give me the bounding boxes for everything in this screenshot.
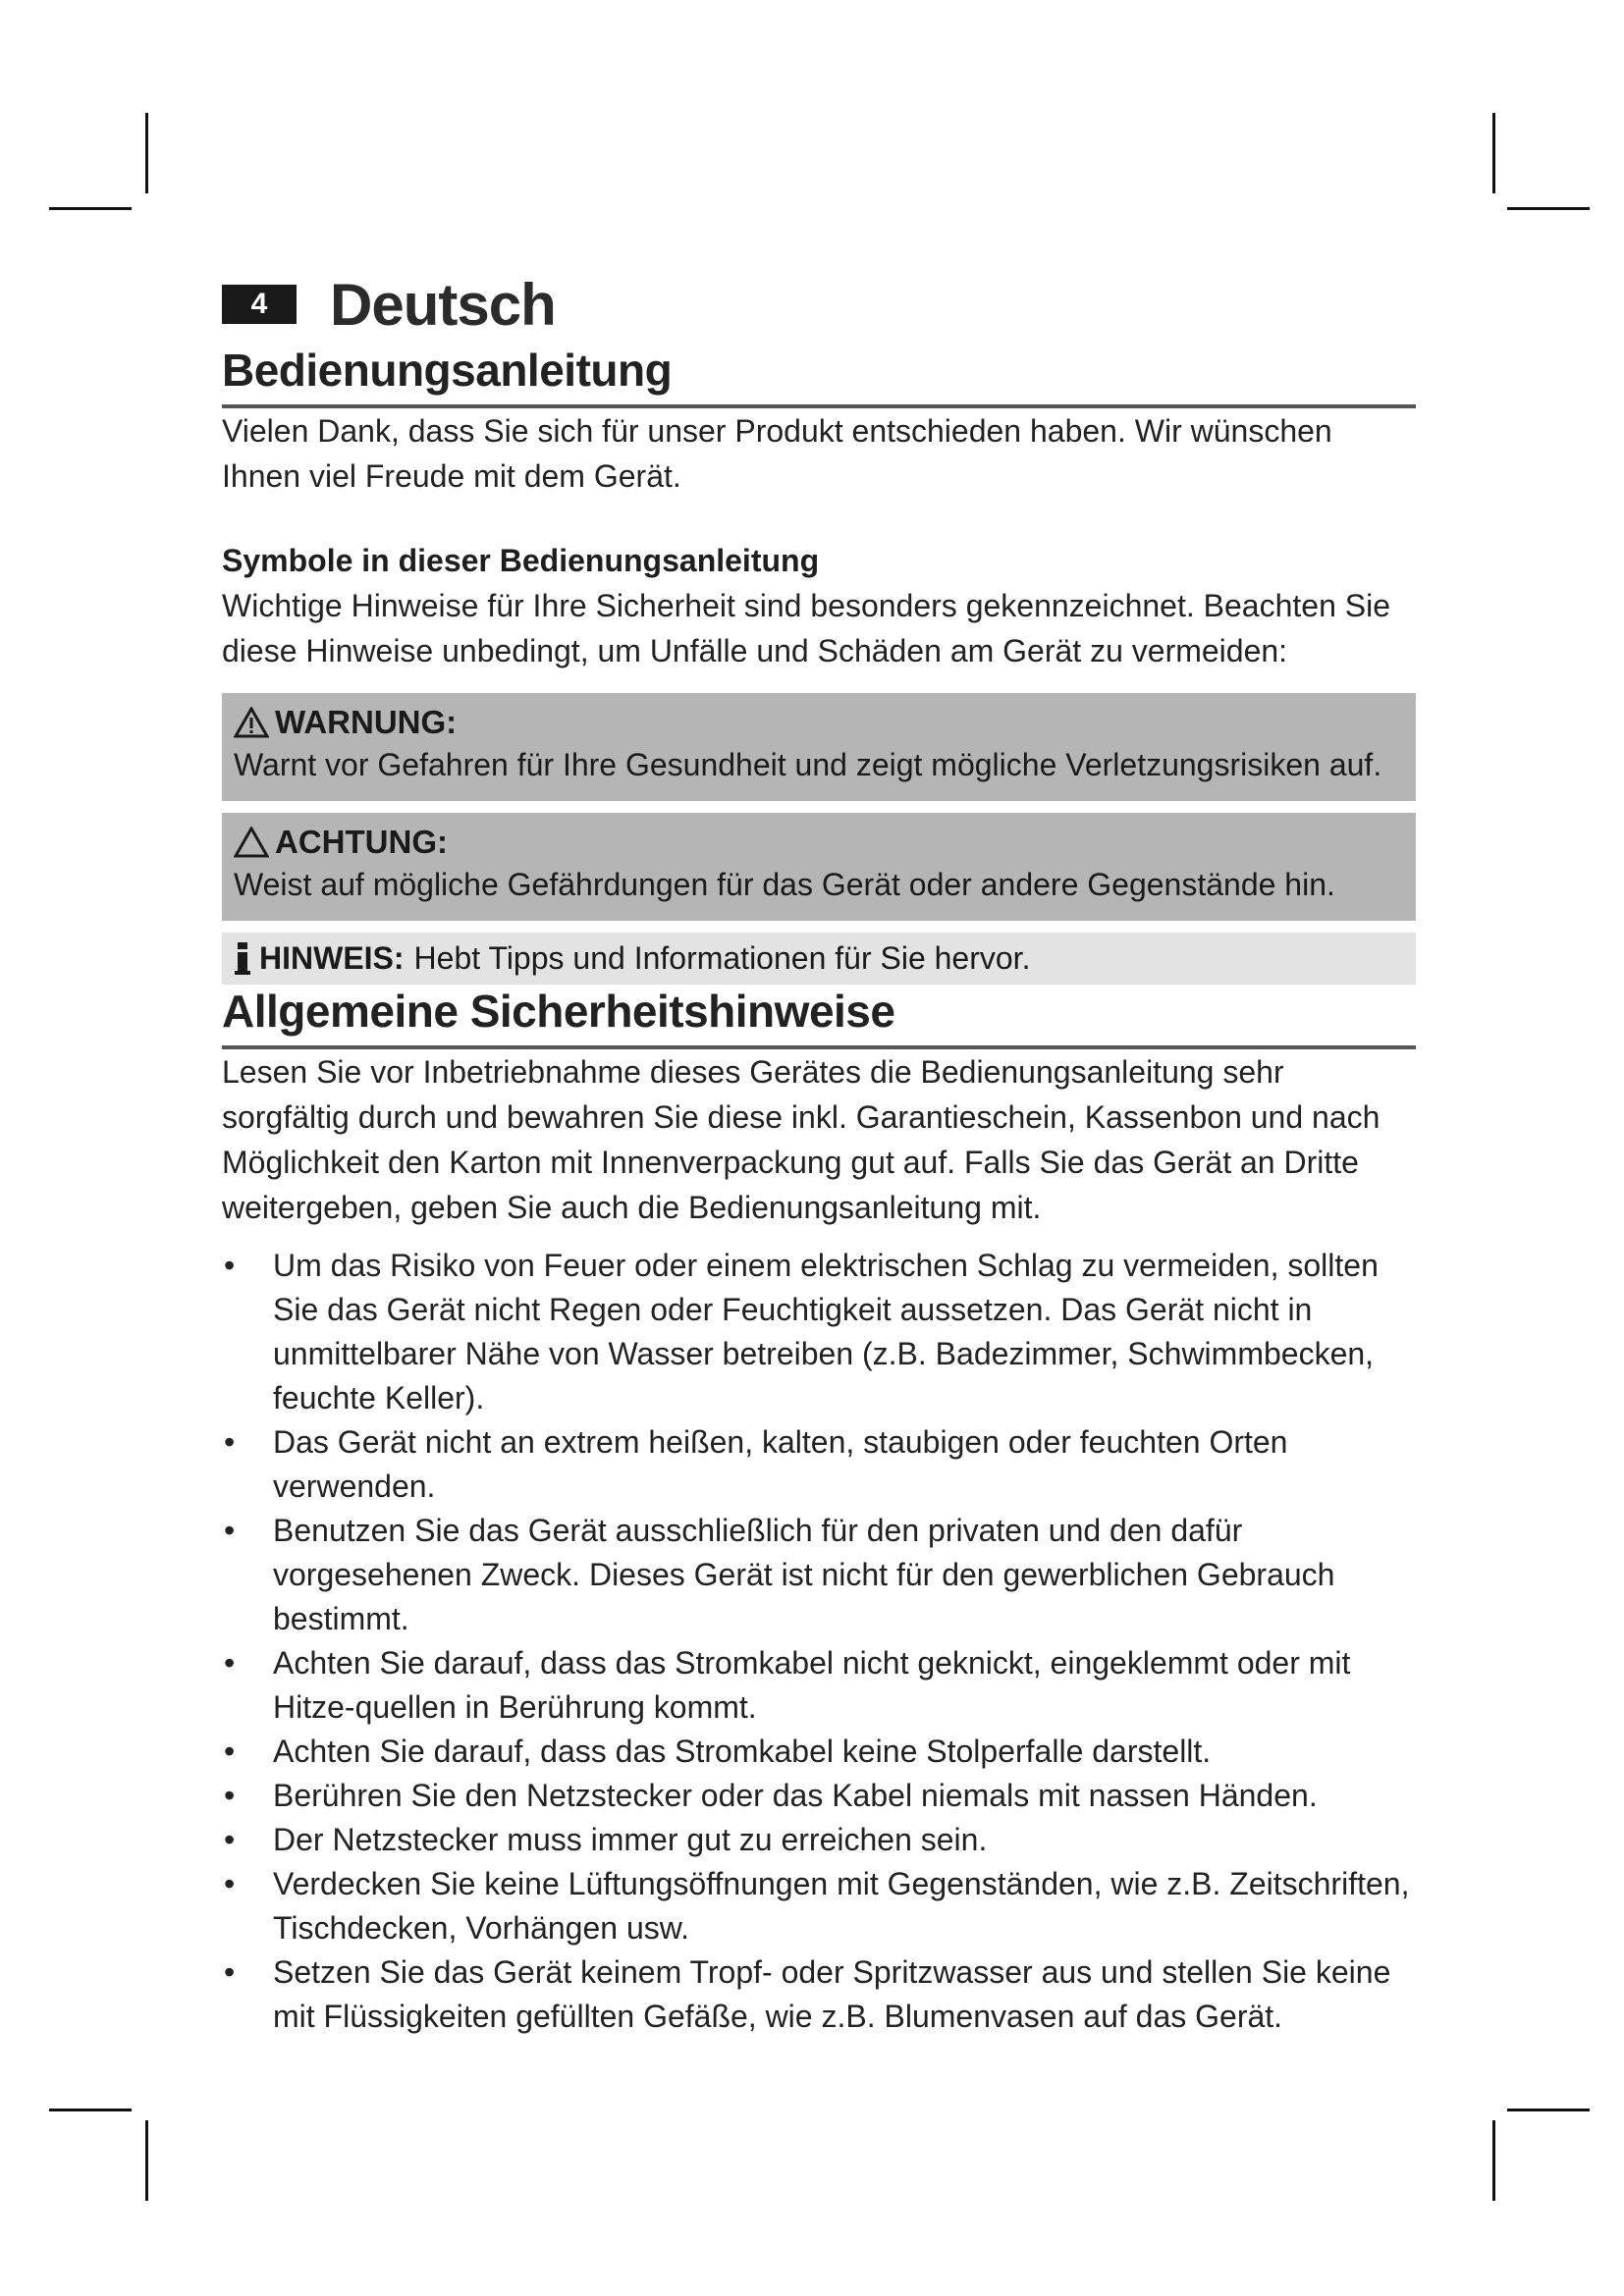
crop-mark-bottom-right-horizontal [1507,2109,1590,2111]
page-number: 4 [222,285,297,324]
crop-mark-top-right-horizontal [1507,207,1590,210]
warning-label: WARNUNG: [275,704,458,740]
page-content [222,265,1416,2039]
crop-mark-bottom-right-vertical [1492,2120,1495,2201]
list-item: • Berühren Sie den Netzstecker oder das Kabel niemals mit nassen Händen. [222,1774,1416,1818]
section-title-manual: Bedienungsanleitung [222,344,1416,408]
crop-mark-top-left-vertical [145,113,148,193]
caution-triangle-icon [234,827,269,858]
crop-mark-bottom-left-horizontal [49,2109,132,2111]
list-item: • Verdecken Sie keine Lüftungsöffnungen mit Gegenständen, wie z.B. Zeitschriften, Tischdecken, Vorhängen usw. [222,1862,1416,1950]
safety-intro-paragraph: Lesen Sie vor Inbetriebnahme dieses Gerätes die Bedienungsanleitung sehr sorgfältig durch und bewahren Sie diese inkl. Garantieschein, Kassenbon und nach Möglichkeit den Karton mit Innenverpackung gut auf. Falls Sie das Gerät an Dritte weitergeben, geben Sie auch die Bedienungsanleitung mit. [222,1054,1380,1225]
warning-triangle-icon [234,707,269,738]
section-title-safety: Allgemeine Sicherheitshinweise [222,985,1416,1049]
crop-mark-top-left-horizontal [49,207,132,210]
crop-mark-top-right-vertical [1492,113,1495,193]
safety-bullet-list [222,1244,1416,2039]
language-title: Deutsch [330,271,556,338]
info-icon [234,941,251,977]
list-item: • Setzen Sie das Gerät keinem Tropf- oder Spritzwasser aus und stellen Sie keine mit Flüssigkeiten gefüllten Gefäße, wie z.B. Blumenvasen auf das Gerät. [222,1950,1416,2039]
warning-box [222,693,1416,801]
list-item: • Benutzen Sie das Gerät ausschließlich für den privaten und den dafür vorgesehenen Zweck. Dieses Gerät ist nicht für den gewerblichen Gebrauch bestimmt. [222,1509,1416,1641]
hint-text: Hebt Tipps und Informationen für Sie hervor. [413,940,1031,976]
list-item: • Um das Risiko von Feuer oder einem elektrischen Schlag zu vermeiden, sollten Sie das Gerät nicht Regen oder Feuchtigkeit aussetzen. Das Gerät nicht in unmittelbarer Nähe von Wasser betreiben (z.B. Badezimmer, Schwimmbecken, feuchte Keller). [222,1244,1416,1420]
list-item: • Der Netzstecker muss immer gut zu erreichen sein. [222,1818,1416,1862]
caution-label: ACHTUNG: [275,824,448,860]
symbols-paragraph: Wichtige Hinweise für Ihre Sicherheit sind besonders gekennzeichnet. Beachten Sie diese Hinweise unbedingt, um Unfälle und Schäden am Gerät zu vermeiden: [222,588,1390,668]
hint-box [222,933,1416,985]
symbols-heading: Symbole in dieser Bedienungsanleitung [222,543,820,578]
intro-paragraph: Vielen Dank, dass Sie sich für unser Produkt entschieden haben. Wir wünschen Ihnen viel Freude mit dem Gerät. [222,413,1332,494]
warning-text: Warnt vor Gefahren für Ihre Gesundheit und zeigt mögliche Verletzungsrisiken auf. [234,747,1382,782]
caution-title-row [234,823,1404,862]
list-item: • Achten Sie darauf, dass das Stromkabel nicht geknickt, eingeklemmt oder mit Hitze-quellen in Berührung kommt. [222,1641,1416,1730]
list-item: • Achten Sie darauf, dass das Stromkabel keine Stolperfalle darstellt. [222,1730,1416,1774]
caution-text: Weist auf mögliche Gefährdungen für das Gerät oder andere Gegenstände hin. [234,867,1335,902]
caution-box [222,813,1416,921]
warning-title-row [234,703,1404,742]
page-header [222,265,1416,344]
crop-mark-bottom-left-vertical [145,2120,148,2201]
hint-label: HINWEIS: [259,940,405,976]
list-item: • Das Gerät nicht an extrem heißen, kalten, staubigen oder feuchten Orten verwenden. [222,1420,1416,1509]
